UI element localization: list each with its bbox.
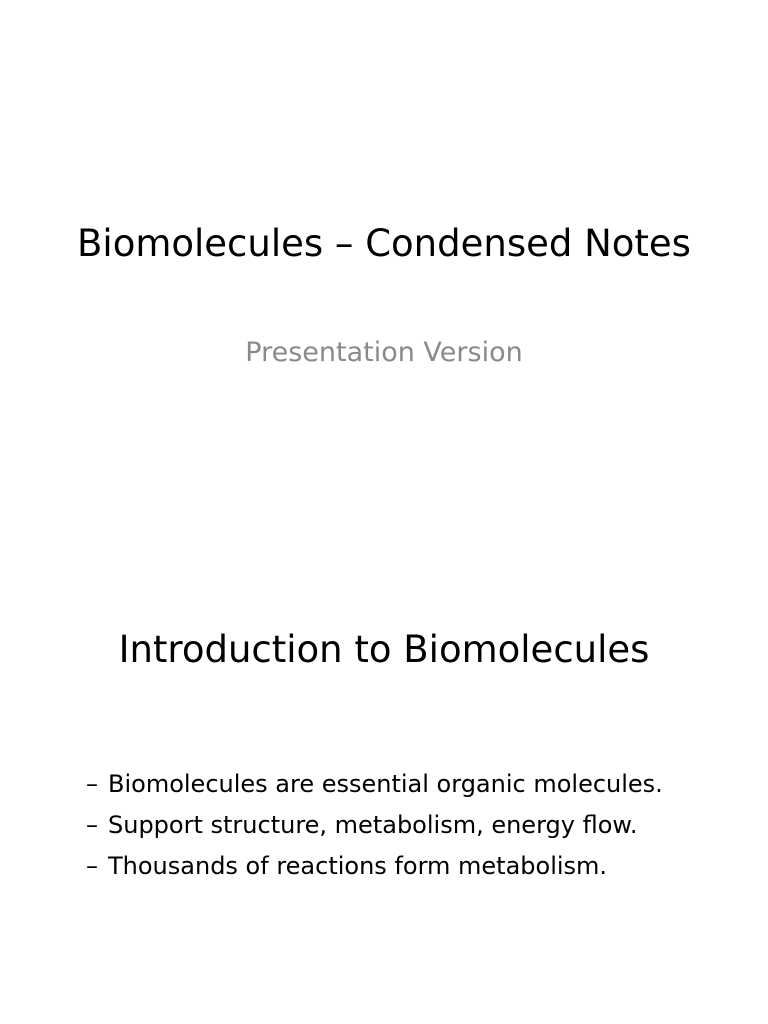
slide-title: Biomolecules – Condensed Notes: [77, 222, 691, 265]
bullet-dash-icon: –: [86, 770, 98, 798]
bullet-text: Thousands of reactions form metabolism.: [108, 852, 608, 880]
bullet-item: [86, 805, 663, 846]
bullet-dash-icon: –: [86, 852, 98, 880]
bullet-item: [86, 846, 663, 887]
bullet-text: Biomolecules are essential organic molecules.: [108, 770, 663, 798]
slide-subtitle: Presentation Version: [245, 337, 523, 368]
bullet-dash-icon: –: [86, 811, 98, 839]
bullet-list: [86, 764, 663, 887]
bullet-item: [86, 764, 663, 805]
bullet-text: Support structure, metabolism, energy flow.: [108, 811, 638, 839]
section-title: Introduction to Biomolecules: [118, 628, 650, 671]
content-slide: [0, 512, 768, 1024]
